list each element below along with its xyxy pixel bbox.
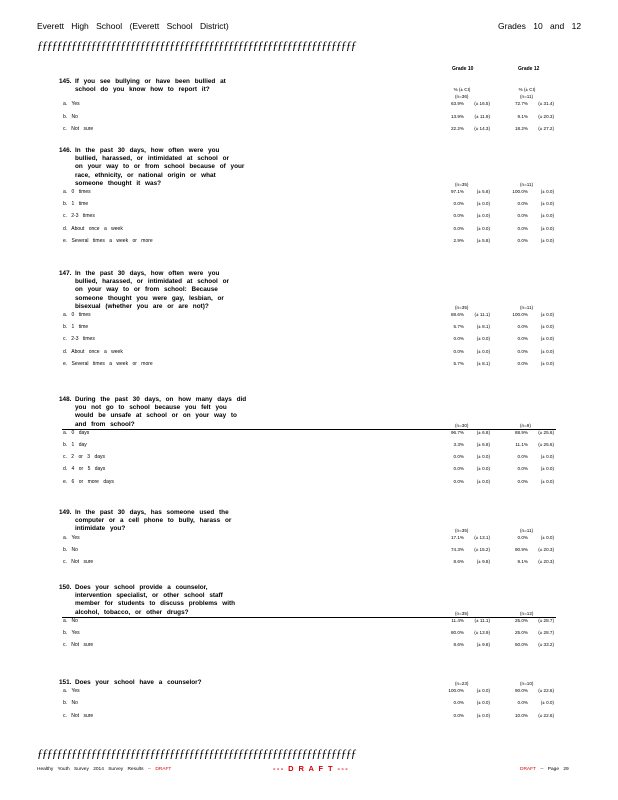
grade10-ci: (± 9.8) bbox=[476, 559, 490, 564]
grade10-ci: (± 0.0) bbox=[476, 478, 490, 484]
answer-option-label: e. 6 or more days bbox=[63, 478, 114, 485]
grade12-percent: 90.0% bbox=[514, 688, 528, 694]
report-title: Everett High School (Everett School District) bbox=[37, 21, 229, 31]
sample-size-grade10: (n=35) bbox=[455, 305, 469, 310]
grade10-ci: (± 0.0) bbox=[476, 336, 490, 342]
grade12-percent: 50.0% bbox=[514, 642, 528, 648]
answer-option-label: b. No bbox=[63, 700, 78, 707]
answer-option-label: a. Yes bbox=[63, 534, 80, 541]
grade10-percent: 3.3% bbox=[453, 442, 464, 447]
question-line: Does your school have a counselor? bbox=[75, 679, 202, 686]
answer-option-label: a. 0 days bbox=[63, 429, 90, 436]
question-number: 145. bbox=[59, 78, 72, 85]
grade12-percent: 11.1% bbox=[515, 442, 528, 447]
grade10-percent: 8.6% bbox=[453, 642, 464, 648]
page-number: -- Page 29 bbox=[540, 767, 569, 772]
question-line: someone thought it was? bbox=[75, 179, 162, 187]
question-text bbox=[59, 78, 284, 94]
question-line: Does your school provide a counselor, bbox=[75, 584, 208, 591]
grade10-percent: 22.2% bbox=[450, 125, 464, 131]
question-number: 147. bbox=[59, 270, 72, 277]
question-number: 146. bbox=[59, 147, 72, 154]
answer-option-label: c. Not sure bbox=[63, 642, 94, 649]
grade12-percent: 0.0% bbox=[517, 213, 528, 219]
answer-option-label: b. No bbox=[63, 546, 78, 553]
grade12-ci: (± 20.3) bbox=[538, 559, 554, 564]
question-line: In the past 30 days, how often were you bbox=[75, 147, 220, 154]
footer-draft-right: DRAFT bbox=[520, 767, 536, 772]
grade12-ci: (± 22.6) bbox=[538, 712, 554, 718]
sample-size-grade10: (n=23) bbox=[455, 681, 469, 687]
grade12-percent: 72.7% bbox=[514, 101, 528, 107]
grade12-ci: (± 20.3) bbox=[538, 113, 554, 119]
grade10-percent: 0.0% bbox=[453, 201, 464, 207]
grades-label: Grades 10 and 12 bbox=[498, 21, 582, 31]
grade10-percent: 96.7% bbox=[450, 429, 464, 435]
grade12-heading: Grade 12 bbox=[518, 66, 540, 72]
grade12-percent: 0.0% bbox=[517, 225, 528, 231]
grade12-ci: (± 31.4) bbox=[538, 101, 554, 107]
grade10-ci: (± 0.0) bbox=[476, 700, 490, 706]
footer-right bbox=[520, 767, 569, 772]
question-line: In the past 30 days, has someone used the bbox=[75, 509, 229, 516]
answer-option-label: c. Not sure bbox=[63, 125, 94, 132]
grade10-ci: (± 0.0) bbox=[476, 466, 490, 472]
sample-size-grade12: (n=11) bbox=[520, 527, 534, 533]
answer-option-label: b. No bbox=[63, 113, 78, 120]
grade12-percent: 0.0% bbox=[517, 237, 528, 243]
question-line: on your way to or from school: Because bbox=[75, 286, 218, 294]
grade12-percent: 0.0% bbox=[517, 700, 528, 706]
grade12-ci: (± 0.0) bbox=[540, 534, 554, 540]
draft-watermark: --- D R A F T --- bbox=[273, 764, 350, 773]
grade12-ci: (± 0.0) bbox=[540, 360, 554, 366]
question-line: school do you know how to report it? bbox=[75, 86, 210, 94]
grade10-ci: (± 0.0) bbox=[476, 712, 490, 718]
answer-option-label: a. Yes bbox=[63, 101, 80, 108]
question-line: intimidate you? bbox=[75, 525, 126, 533]
answer-option-label: e. Several times a week or more bbox=[63, 237, 153, 244]
grade12-ci: (± 0.0) bbox=[540, 237, 554, 243]
grade12-ci: (± 27.2) bbox=[538, 125, 554, 131]
grade10-ci: (± 0.0) bbox=[476, 225, 490, 231]
question-text bbox=[59, 270, 284, 311]
grade10-ci: (± 0.0) bbox=[476, 454, 490, 460]
survey-name: Healthy Youth Survey 2014 Survey Results bbox=[37, 767, 144, 772]
grade10-ci: (± 0.0) bbox=[476, 348, 490, 354]
sample-size-grade10: (n=35) bbox=[455, 182, 469, 187]
question-text bbox=[59, 584, 284, 617]
grade10-percent: 5.7% bbox=[453, 360, 464, 366]
sample-size-grade12: (n=11) bbox=[520, 94, 534, 100]
grade10-ci: (± 0.0) bbox=[476, 688, 490, 694]
grade10-ci: (± 13.9) bbox=[474, 630, 490, 635]
grade10-percent: 0.0% bbox=[453, 700, 464, 706]
grade12-percent: 0.0% bbox=[517, 454, 528, 460]
bottom-divider: ƒƒƒƒƒƒƒƒƒƒƒƒƒƒƒƒƒƒƒƒƒƒƒƒƒƒƒƒƒƒƒƒƒƒƒƒƒƒƒƒƒƒƒƒƒƒƒƒƒƒƒƒƒƒƒƒƒƒƒƒƒƒƒƒƒ bbox=[37, 746, 356, 760]
grade10-ci: (± 13.1) bbox=[474, 534, 490, 540]
grade10-percent: 13.9% bbox=[450, 113, 464, 119]
grade10-ci: (± 5.8) bbox=[476, 237, 490, 243]
grade10-ci: (± 5.8) bbox=[476, 189, 490, 194]
grade12-ci: (± 0.0) bbox=[540, 312, 554, 317]
grade12-percent: 88.9% bbox=[514, 429, 528, 435]
sample-size-grade10: (n=36) bbox=[455, 94, 469, 100]
ci-subheading-grade12: % (± CI) bbox=[518, 87, 536, 93]
question-line: you not go to school because you felt you bbox=[75, 404, 227, 412]
grade12-ci: (± 25.6) bbox=[538, 442, 554, 447]
sample-size-grade12: (n=12) bbox=[520, 610, 534, 616]
question-line: bullied, harassed, or intimidated at school or bbox=[75, 278, 230, 286]
grade12-ci: (± 20.3) bbox=[538, 546, 554, 552]
answer-option-label: b. Yes bbox=[63, 630, 80, 636]
grade12-ci: (± 0.0) bbox=[540, 454, 554, 460]
top-divider: ƒƒƒƒƒƒƒƒƒƒƒƒƒƒƒƒƒƒƒƒƒƒƒƒƒƒƒƒƒƒƒƒƒƒƒƒƒƒƒƒƒƒƒƒƒƒƒƒƒƒƒƒƒƒƒƒƒƒƒƒƒƒƒƒƒ bbox=[37, 38, 356, 52]
grade10-ci: (± 9.8) bbox=[476, 642, 490, 648]
grade10-percent: 11.4% bbox=[451, 617, 464, 623]
grade10-percent: 0.0% bbox=[453, 454, 464, 460]
grade12-percent: 0.0% bbox=[517, 324, 528, 330]
grade12-ci: (± 28.7) bbox=[538, 630, 554, 635]
grade12-ci: (± 0.0) bbox=[540, 466, 554, 472]
question-line: bullied, harassed, or intimidated at school or bbox=[75, 155, 230, 163]
question-line: If you see bullying or have been bullied at bbox=[75, 78, 226, 85]
sample-size-grade12: (n=11) bbox=[520, 182, 534, 187]
grade10-percent: 0.0% bbox=[453, 478, 464, 484]
grade12-percent: 100.0% bbox=[512, 189, 528, 194]
grade12-percent: 0.0% bbox=[517, 360, 528, 366]
question-line: During the past 30 days, on how many days did bbox=[75, 396, 247, 403]
answer-option-label: a. 0 times bbox=[63, 312, 91, 318]
grade10-ci: (± 0.0) bbox=[476, 213, 490, 219]
question-line: would be unsafe at school or on your way to bbox=[75, 412, 237, 420]
grade12-percent: 10.0% bbox=[514, 712, 528, 718]
question-line: someone thought you were gay, lesbian, or bbox=[75, 294, 224, 302]
grade12-percent: 0.0% bbox=[517, 478, 528, 484]
sample-size-grade12: (n=11) bbox=[520, 305, 534, 310]
grade12-percent: 100.0% bbox=[512, 312, 528, 317]
grade12-ci: (± 22.6) bbox=[538, 688, 554, 694]
question-line: race, ethnicity, or national origin or what bbox=[75, 171, 216, 179]
sample-size-grade10: (n=35) bbox=[455, 610, 469, 616]
grade12-ci: (± 0.0) bbox=[540, 336, 554, 342]
grade10-ci: (± 16.5) bbox=[474, 101, 490, 107]
grade12-ci: (± 0.0) bbox=[540, 189, 554, 194]
grade10-percent: 97.1% bbox=[450, 189, 464, 194]
question-line: computer or a cell phone to bully, harass or bbox=[75, 517, 232, 525]
answer-option-label: d. About once a week bbox=[63, 225, 123, 232]
answer-option-label: a. 0 times bbox=[63, 189, 91, 195]
answer-option-label: c. 2-3 times bbox=[63, 336, 95, 343]
grade10-ci: (± 8.1) bbox=[476, 324, 490, 330]
question-line: alcohol, tobacco, or other drugs? bbox=[75, 608, 189, 616]
grade12-percent: 90.9% bbox=[514, 546, 528, 552]
question-text bbox=[59, 509, 284, 534]
sample-size-grade12: (n=10) bbox=[520, 681, 534, 687]
grade10-percent: 88.6% bbox=[450, 312, 464, 317]
grade12-ci: (± 0.0) bbox=[540, 213, 554, 219]
grade10-percent: 0.0% bbox=[453, 466, 464, 472]
grade12-percent: 0.0% bbox=[517, 201, 528, 207]
footer-left bbox=[37, 767, 171, 772]
grade10-percent: 2.9% bbox=[453, 237, 464, 243]
grade12-ci: (± 0.0) bbox=[540, 201, 554, 207]
grade12-percent: 0.0% bbox=[517, 466, 528, 472]
grade12-ci: (± 33.2) bbox=[538, 642, 554, 648]
grade10-percent: 63.9% bbox=[450, 101, 464, 107]
grade10-percent: 0.0% bbox=[453, 348, 464, 354]
question-number: 148. bbox=[59, 396, 72, 403]
question-number: 150. bbox=[59, 584, 72, 591]
grade12-ci: (± 0.0) bbox=[540, 700, 554, 706]
question-line: on your way to or from school because of your bbox=[75, 163, 245, 171]
question-line: and from school? bbox=[75, 420, 135, 428]
answer-option-label: c. 2 or 3 days bbox=[63, 454, 106, 461]
answer-option-label: a. Yes bbox=[63, 688, 80, 695]
footer-draft-left: -- DRAFT bbox=[147, 767, 172, 772]
grade10-ci: (± 11.9) bbox=[474, 113, 490, 119]
grade10-percent: 100.0% bbox=[448, 688, 464, 694]
grade12-ci: (± 0.0) bbox=[540, 225, 554, 231]
sample-size-grade10: (n=30) bbox=[455, 422, 469, 428]
answer-option-label: c. Not sure bbox=[63, 559, 94, 565]
grade12-ci: (± 0.0) bbox=[540, 348, 554, 354]
grade10-ci: (± 0.0) bbox=[476, 201, 490, 207]
grade10-ci: (± 6.8) bbox=[476, 429, 490, 435]
answer-option-label: a. No bbox=[63, 617, 78, 624]
grade10-heading: Grade 10 bbox=[452, 66, 474, 72]
grade10-ci: (± 14.3) bbox=[474, 125, 490, 131]
grade10-percent: 0.0% bbox=[453, 336, 464, 342]
grade10-percent: 5.7% bbox=[453, 324, 464, 330]
grade10-percent: 0.0% bbox=[453, 712, 464, 718]
grade12-ci: (± 28.7) bbox=[538, 617, 554, 623]
answer-option-label: b. 1 time bbox=[63, 324, 89, 331]
grade10-ci: (± 11.1) bbox=[474, 617, 490, 623]
grade12-percent: 0.0% bbox=[517, 348, 528, 354]
grade10-percent: 74.3% bbox=[450, 546, 464, 552]
answer-option-label: b. 1 time bbox=[63, 201, 89, 208]
ci-subheading-grade10: % (± CI) bbox=[453, 87, 471, 93]
grade12-percent: 9.1% bbox=[517, 559, 528, 564]
grade12-percent: 0.0% bbox=[517, 534, 528, 540]
grade12-ci: (± 0.0) bbox=[540, 324, 554, 330]
grade10-percent: 8.6% bbox=[453, 559, 464, 564]
grade10-percent: 0.0% bbox=[453, 213, 464, 219]
sample-size-grade10: (n=35) bbox=[455, 527, 469, 533]
grade12-percent: 25.0% bbox=[514, 617, 528, 623]
grade10-ci: (± 6.8) bbox=[476, 442, 490, 447]
question-line: member for students to discuss problems with bbox=[75, 600, 236, 608]
sample-size-grade12: (n=9) bbox=[520, 422, 531, 428]
question-line: bisexual (whether you are or are not)? bbox=[75, 302, 209, 310]
answer-option-label: d. About once a week bbox=[63, 348, 123, 355]
question-number: 151. bbox=[59, 679, 72, 686]
grade12-ci: (± 0.0) bbox=[540, 478, 554, 484]
question-text bbox=[59, 679, 284, 687]
grade10-ci: (± 11.1) bbox=[474, 312, 490, 317]
question-number: 149. bbox=[59, 509, 72, 516]
answer-option-label: d. 4 or 5 days bbox=[63, 466, 106, 473]
question-line: intervention specialist, or other school staff bbox=[75, 592, 223, 600]
grade10-percent: 80.0% bbox=[450, 630, 464, 635]
answer-option-label: b. 1 day bbox=[63, 442, 87, 448]
grade12-percent: 9.1% bbox=[517, 113, 528, 119]
grade10-percent: 17.1% bbox=[450, 534, 464, 540]
grade12-percent: 0.0% bbox=[517, 336, 528, 342]
question-line: In the past 30 days, how often were you bbox=[75, 270, 220, 277]
grade12-percent: 18.2% bbox=[514, 125, 528, 131]
grade10-percent: 0.0% bbox=[453, 225, 464, 231]
grade10-ci: (± 8.1) bbox=[476, 360, 490, 366]
answer-option-label: c. Not sure bbox=[63, 712, 94, 719]
answer-option-label: e. Several times a week or more bbox=[63, 360, 153, 367]
question-text bbox=[59, 396, 284, 429]
grade12-percent: 25.0% bbox=[514, 630, 528, 635]
question-text bbox=[59, 147, 284, 188]
grade12-ci: (± 25.6) bbox=[538, 429, 554, 435]
grade10-ci: (± 15.2) bbox=[474, 546, 490, 552]
answer-option-label: c. 2-3 times bbox=[63, 213, 95, 220]
